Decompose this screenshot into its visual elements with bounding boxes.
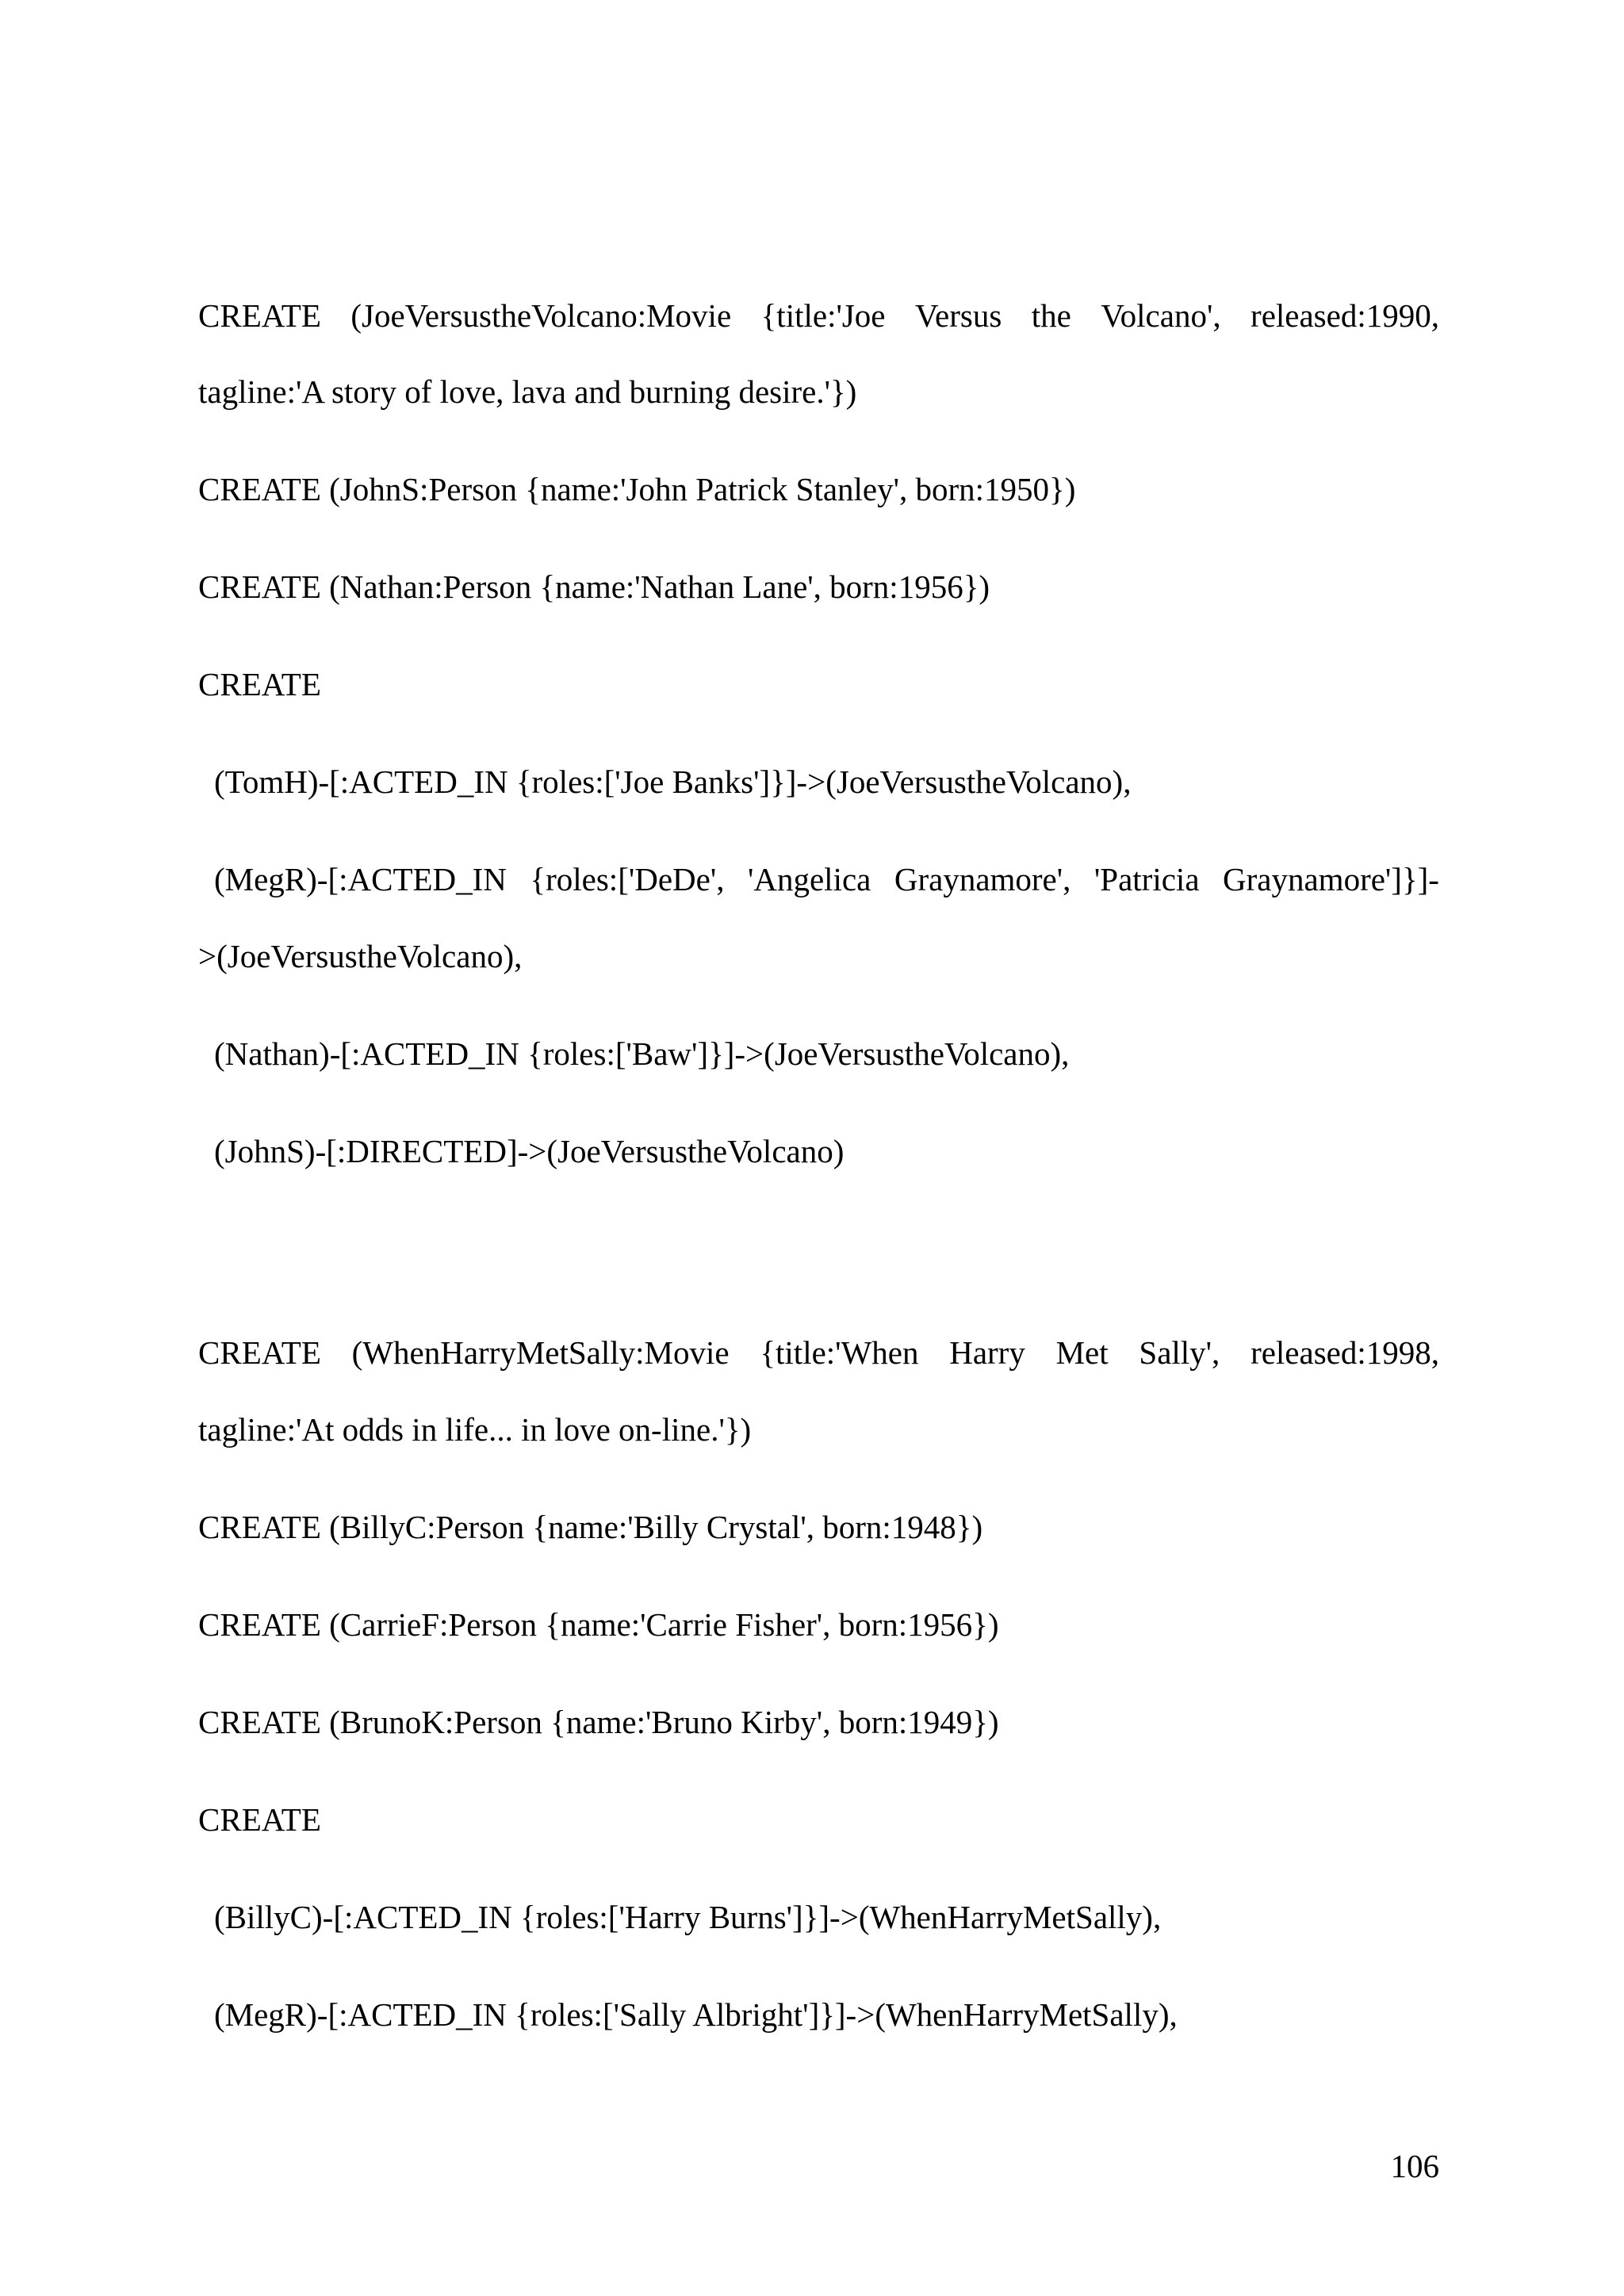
create-movie-joe-line xyxy=(198,297,1439,334)
word: CREATE xyxy=(198,1334,321,1371)
create-movie-joe-tagline: tagline:'A story of love, lava and burning desire.'}) xyxy=(198,373,857,410)
word: (JoeVersustheVolcano:Movie xyxy=(350,297,732,334)
word: Sally', xyxy=(1139,1334,1220,1371)
word: CREATE xyxy=(198,297,321,334)
rel-johns-line: (JohnS)-[:DIRECTED]->(JoeVersustheVolcano) xyxy=(214,1133,845,1169)
word: Graynamore']}]- xyxy=(1223,861,1439,897)
create-billy-line: CREATE (BillyC:Person {name:'Billy Crystal', born:1948}) xyxy=(198,1509,983,1545)
rel-megr-cont-line: >(JoeVersustheVolcano), xyxy=(198,938,523,974)
rel-billyc-line: (BillyC)-[:ACTED_IN {roles:['Harry Burns']}]->(WhenHarryMetSally), xyxy=(214,1899,1162,1935)
word: {roles:['DeDe', xyxy=(530,861,725,897)
word: Graynamore', xyxy=(894,861,1071,897)
word: released:1998, xyxy=(1251,1334,1439,1371)
word: Met xyxy=(1055,1334,1109,1371)
word: Versus xyxy=(914,297,1002,334)
word: {title:'Joe xyxy=(760,297,886,334)
create-nathan-line: CREATE (Nathan:Person {name:'Nathan Lane', born:1956}) xyxy=(198,568,990,605)
rel-megr-line xyxy=(214,863,1439,896)
rel-nathan-line: (Nathan)-[:ACTED_IN {roles:['Baw']}]->(JoeVersustheVolcano), xyxy=(214,1035,1070,1072)
word: {title:'When xyxy=(760,1334,919,1371)
word: Volcano', xyxy=(1101,297,1221,334)
word: (MegR)-[:ACTED_IN xyxy=(214,861,507,897)
create-carrie-line: CREATE (CarrieF:Person {name:'Carrie Fisher', born:1956}) xyxy=(198,1606,999,1643)
rel-tomh-line: (TomH)-[:ACTED_IN {roles:['Joe Banks']}]->(JoeVersustheVolcano), xyxy=(214,763,1132,800)
rel-megr-harry-line: (MegR)-[:ACTED_IN {roles:['Sally Albright']}]->(WhenHarryMetSally), xyxy=(214,1996,1178,2033)
create-bruno-line: CREATE (BrunoK:Person {name:'Bruno Kirby', born:1949}) xyxy=(198,1704,999,1740)
word: 'Angelica xyxy=(747,861,871,897)
word: the xyxy=(1031,297,1071,334)
create-keyword-line: CREATE xyxy=(198,666,321,702)
create-john-line: CREATE (JohnS:Person {name:'John Patrick Stanley', born:1950}) xyxy=(198,471,1076,507)
create-movie-harry-tagline: tagline:'At odds in life... in love on-line.'}) xyxy=(198,1411,752,1448)
create-movie-harry-line xyxy=(198,1334,1439,1371)
word: (WhenHarryMetSally:Movie xyxy=(351,1334,730,1371)
word: 'Patricia xyxy=(1094,861,1200,897)
word: released:1990, xyxy=(1251,297,1439,334)
page-number: 106 xyxy=(1390,2148,1439,2184)
create-keyword-line-2: CREATE xyxy=(198,1801,321,1838)
word: Harry xyxy=(949,1334,1025,1371)
